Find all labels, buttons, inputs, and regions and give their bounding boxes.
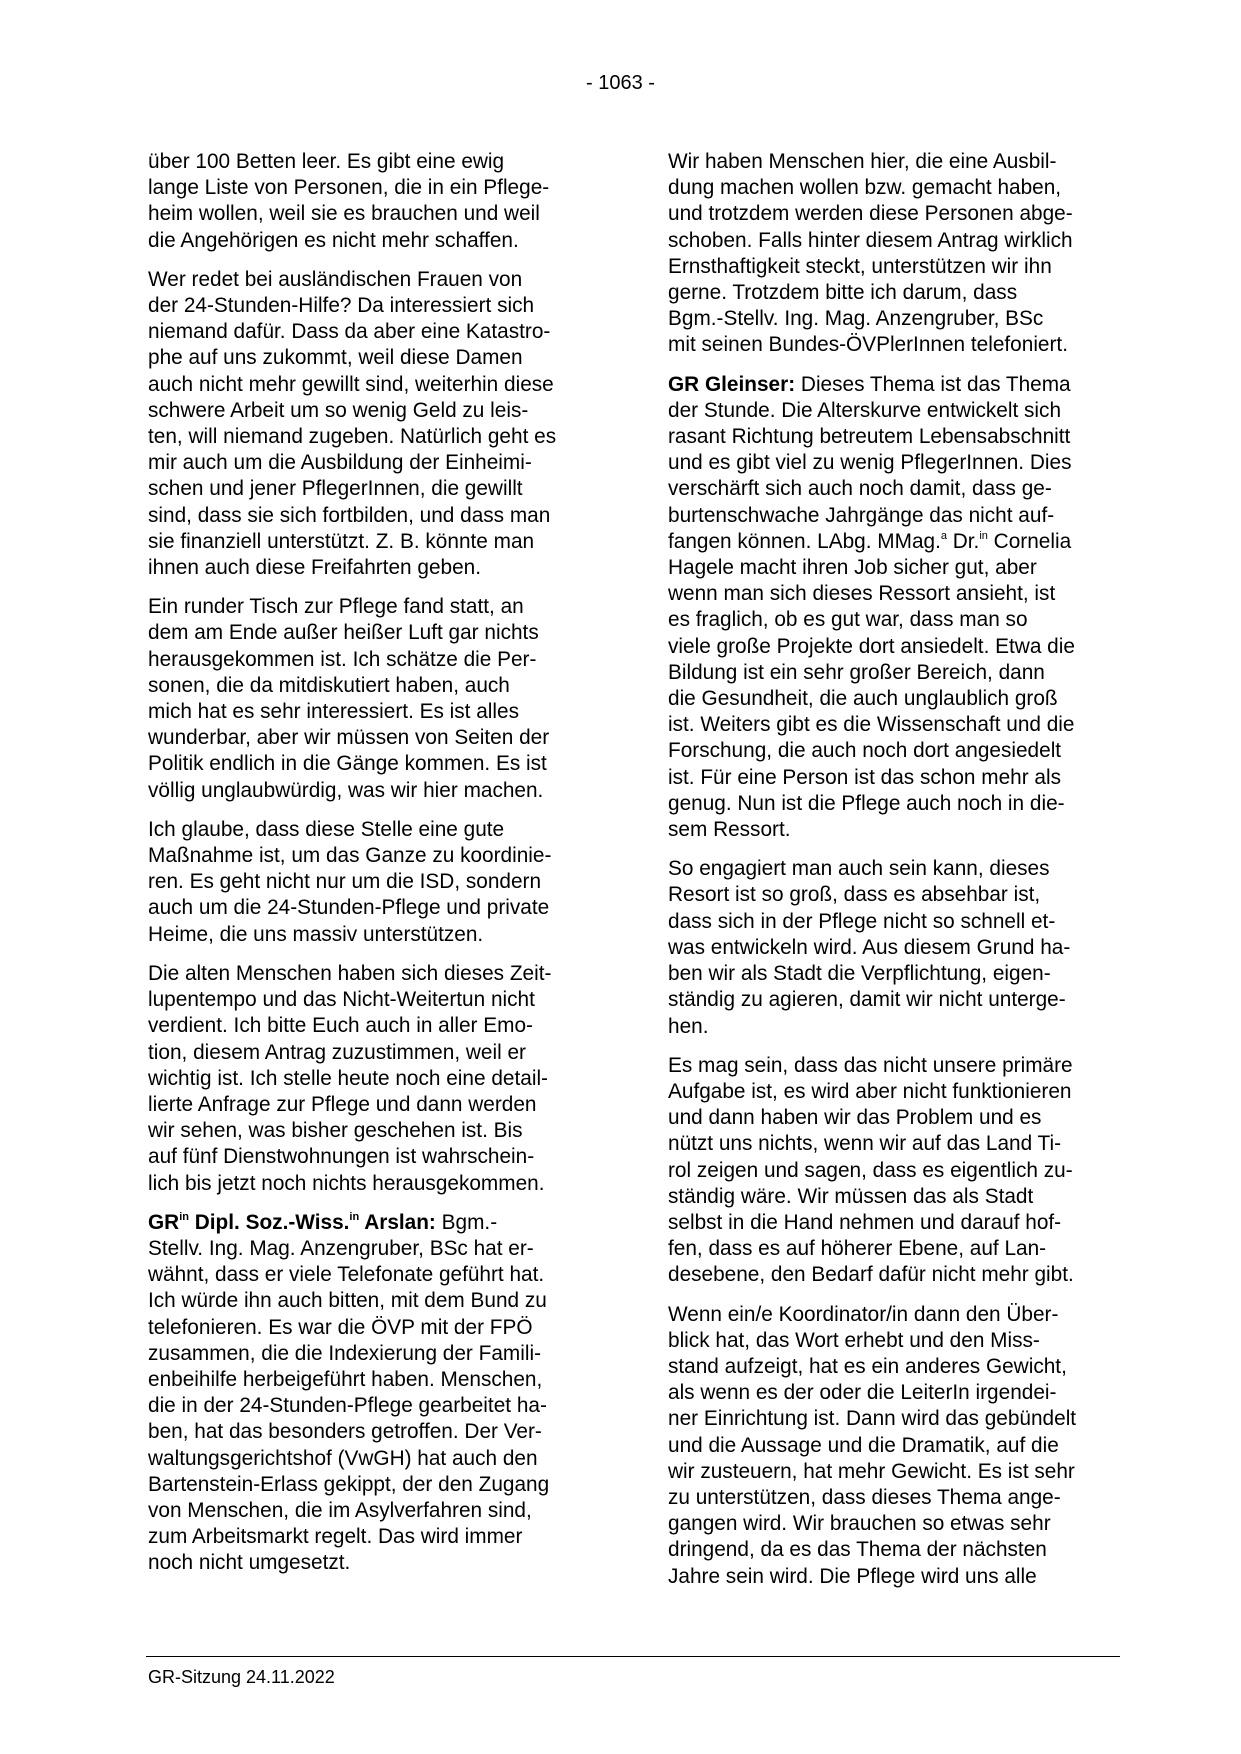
text-line: gerne. Trotzdem bitte ich darum, dass	[668, 281, 1018, 305]
text-line: verschärft sich auch noch damit, dass ge-	[668, 477, 1052, 501]
text-line: schoben. Falls hinter diesem Antrag wirklich	[668, 228, 1073, 252]
text-line: der Stunde. Die Alterskurve entwickelt sich	[668, 398, 1062, 422]
text-line: blick hat, das Wort erhebt und den Miss-	[668, 1328, 1040, 1352]
text-line: ist. Für eine Person ist das schon mehr als	[668, 765, 1061, 789]
text-line: Forschung, die auch noch dort angesiedelt	[668, 739, 1062, 763]
text-line: wähnt, dass er viele Telefonate geführt hat.	[148, 1263, 545, 1287]
text-line	[668, 372, 1118, 398]
text-line: rasant Richtung betreutem Lebensabschnitt	[668, 425, 1071, 449]
text-fragment: fangen können. LAbg. MMag.	[668, 529, 941, 553]
text-line: ihnen auch diese Freifahrten geben.	[148, 556, 481, 580]
text-line: hen.	[668, 1014, 709, 1038]
page-number: - 1063 -	[586, 72, 655, 94]
speaker-name-part: GR	[148, 1210, 180, 1234]
text-line: sonen, die da mitdiskutiert haben, auch	[148, 673, 510, 697]
text-line: dung machen wollen bzw. gemacht haben,	[668, 176, 1062, 200]
text-line: niemand dafür. Dass da aber eine Katastro-	[148, 320, 551, 344]
text-line: ten, will niemand zugeben. Natürlich geht es	[148, 425, 557, 449]
text-line: Aufgabe ist, es wird aber nicht funktionieren	[668, 1079, 1072, 1103]
text-line: waltungsgerichtshof (VwGH) hat auch den	[148, 1446, 538, 1470]
text-line: Politik endlich in die Gänge kommen. Es ist	[148, 752, 547, 776]
text-line: mich hat es sehr interessiert. Es ist alles	[148, 700, 520, 724]
text-line: und die Aussage und die Dramatik, auf die	[668, 1433, 1059, 1457]
text-line: zum Arbeitsmarkt regelt. Das wird immer	[148, 1525, 523, 1549]
text-line: herausgekommen ist. Ich schätze die Per-	[148, 647, 537, 671]
text-line: schwere Arbeit um so wenig Geld zu leis-	[148, 398, 529, 422]
text-line: telefonieren. Es war die ÖVP mit der FPÖ	[148, 1315, 533, 1339]
paragraph	[148, 149, 598, 254]
text-line: völlig unglaubwürdig, was wir hier machen.	[148, 778, 544, 802]
speaker-name: GR Gleinser:	[668, 372, 796, 396]
paragraph	[668, 1053, 1118, 1289]
superscript: in	[179, 1210, 189, 1223]
text-line: ständig wäre. Wir müssen das als Stadt	[668, 1184, 1034, 1208]
text-line: Ich würde ihn auch bitten, mit dem Bund zu	[148, 1289, 547, 1313]
text-line: Wer redet bei ausländischen Frauen von	[148, 267, 523, 291]
paragraph	[148, 961, 598, 1197]
text-line: ständig zu agieren, damit wir nicht unterge-	[668, 988, 1066, 1012]
text-line: sie finanziell unterstützt. Z. B. könnte man	[148, 529, 535, 553]
text-line: selbst in die Hand nehmen und darauf hof-	[668, 1210, 1062, 1234]
paragraph	[148, 594, 598, 804]
text-line	[148, 1210, 598, 1236]
speaker-name-part: Arslan:	[359, 1210, 436, 1234]
text-line: enbeihilfe herbeigeführt haben. Menschen,	[148, 1367, 543, 1391]
text-line: lange Liste von Personen, die in ein Pflege-	[148, 176, 550, 200]
text-line: Hagele macht ihren Job sicher gut, aber	[668, 556, 1037, 580]
text-line: heim wollen, weil sie es brauchen und weil	[148, 202, 540, 226]
paragraph	[668, 856, 1118, 1039]
text-line: sind, dass sie sich fortbilden, und dass man	[148, 503, 551, 527]
text-line: wenn man sich dieses Ressort ansieht, ist	[668, 582, 1056, 606]
text-line: ben, hat das besonders getroffen. Der Ver-	[148, 1420, 542, 1444]
text-line: die Angehörigen es nicht mehr schaffen.	[148, 228, 519, 252]
text-line: wichtig ist. Ich stelle heute noch eine detail-	[148, 1066, 548, 1090]
text-line: über 100 Betten leer. Es gibt eine ewig	[148, 150, 505, 173]
text-line: desebene, den Bedarf dafür nicht mehr gibt.	[668, 1263, 1074, 1287]
text-line: stand aufzeigt, hat es ein anderes Gewicht,	[668, 1354, 1067, 1378]
text-line: lupentempo und das Nicht-Weitertun nicht	[148, 988, 535, 1012]
text-line: Wir haben Menschen hier, die eine Ausbil-	[668, 150, 1057, 173]
paragraph	[668, 1302, 1118, 1590]
text-line: genug. Nun ist die Pflege auch noch in die-	[668, 791, 1065, 815]
text-line: Ich glaube, dass diese Stelle eine gute	[148, 817, 505, 841]
text-line: ner Einrichtung ist. Dann wird das gebündelt	[668, 1407, 1077, 1431]
text-line: tion, diesem Antrag zuzustimmen, weil er	[148, 1040, 526, 1064]
footer-divider	[146, 1656, 1120, 1657]
speaker-name	[148, 1211, 436, 1234]
text-fragment: Dr.	[946, 529, 980, 553]
paragraph	[668, 149, 1118, 359]
superscript: in	[979, 529, 988, 542]
text-line: Bildung ist ein sehr großer Bereich, dann	[668, 660, 1045, 684]
text-fragment: Cornelia	[987, 529, 1072, 553]
text-line: als wenn es der oder die LeiterIn irgendei-	[668, 1381, 1057, 1405]
text-fragment: Dieses Thema ist das Thema	[795, 372, 1071, 396]
text-line: Ernsthaftigkeit steckt, unterstützen wir ihn	[668, 254, 1052, 278]
text-line: Heime, die uns massiv unterstützen.	[148, 922, 484, 946]
text-line: ren. Es geht nicht nur um die ISD, sondern	[148, 870, 542, 894]
text-line: lich bis jetzt noch nichts herausgekommen.	[148, 1171, 545, 1195]
text-line: Bartenstein-Erlass gekippt, der den Zugang	[148, 1472, 550, 1496]
text-line: von Menschen, die im Asylverfahren sind,	[148, 1498, 532, 1522]
footer-session-date: GR-Sitzung 24.11.2022	[148, 1667, 335, 1687]
text-line: Resort ist so groß, dass es absehbar ist,	[668, 883, 1041, 907]
speaker-name-part: Dipl. Soz.-Wiss.	[188, 1210, 350, 1234]
text-line: Bgm.-Stellv. Ing. Mag. Anzengruber, BSc	[668, 307, 1044, 331]
text-line: fen, dass es auf höherer Ebene, auf Lan-	[668, 1237, 1047, 1261]
text-line: mit seinen Bundes-ÖVPlerInnen telefoniert.	[668, 333, 1068, 357]
text-line: Maßnahme ist, um das Ganze zu koordinie-	[148, 844, 552, 868]
paragraph	[148, 1210, 598, 1577]
paragraph	[668, 372, 1118, 844]
text-line: und trotzdem werden diese Personen abge-	[668, 202, 1073, 226]
text-line: sem Ressort.	[668, 818, 791, 842]
text-line: phe auf uns zukommt, weil diese Damen	[148, 346, 523, 370]
text-line: So engagiert man auch sein kann, dieses	[668, 857, 1050, 881]
text-line: noch nicht umgesetzt.	[148, 1551, 351, 1575]
text-line: Die alten Menschen haben sich dieses Zeit-	[148, 961, 552, 985]
text-line: dass sich in der Pflege nicht so schnell et-	[668, 909, 1056, 933]
text-line: und es gibt viel zu wenig PflegerInnen. Dies	[668, 451, 1072, 475]
text-line: dem am Ende außer heißer Luft gar nichts	[148, 621, 539, 645]
text-line: gangen wird. Wir brauchen so etwas sehr	[668, 1512, 1051, 1536]
text-line: burtenschwache Jahrgänge das nicht auf-	[668, 503, 1055, 527]
text-line: schen und jener PflegerInnen, die gewillt	[148, 477, 523, 501]
text-line: nützt uns nichts, wenn wir auf das Land Ti-	[668, 1132, 1062, 1156]
text-line: viele große Projekte dort ansiedelt. Etwa die	[668, 634, 1075, 658]
text-line: wir zusteuern, hat mehr Gewicht. Es ist sehr	[668, 1459, 1075, 1483]
text-line	[668, 529, 1118, 555]
text-line: auf fünf Dienstwohnungen ist wahrschein-	[148, 1145, 535, 1169]
paragraph	[148, 817, 598, 948]
text-line: Ein runder Tisch zur Pflege fand statt, an	[148, 595, 524, 619]
text-line: was entwickeln wird. Aus diesem Grund ha-	[668, 935, 1071, 959]
text-line: dringend, da es das Thema der nächsten	[668, 1538, 1047, 1562]
text-line: ist. Weiters gibt es die Wissenschaft und die	[668, 713, 1075, 737]
text-line: Jahre sein wird. Die Pflege wird uns alle	[668, 1564, 1037, 1588]
text-line: Wenn ein/e Koordinator/in dann den Über-	[668, 1302, 1059, 1326]
text-line: wir sehen, was bisher geschehen ist. Bis	[148, 1119, 523, 1143]
text-line: auch nicht mehr gewillt sind, weiterhin diese	[148, 372, 554, 396]
text-line: der 24-Stunden-Hilfe? Da interessiert sich	[148, 294, 535, 318]
text-line: rol zeigen und sagen, dass es eigentlich zu-	[668, 1158, 1073, 1182]
text-fragment: Bgm.-	[435, 1210, 498, 1234]
text-line: Es mag sein, dass das nicht unsere primäre	[668, 1053, 1073, 1077]
text-line: lierte Anfrage zur Pflege und dann werden	[148, 1092, 537, 1116]
right-column	[668, 149, 1118, 1603]
superscript: a	[940, 529, 947, 542]
text-line: zusammen, die die Indexierung der Famili-	[148, 1341, 542, 1365]
text-line: es fraglich, ob es gut war, dass man so	[668, 608, 1028, 632]
text-line: mir auch um die Ausbildung der Einheimi-	[148, 451, 532, 475]
paragraph	[148, 267, 598, 581]
text-line: die in der 24-Stunden-Pflege gearbeitet ha-	[148, 1394, 547, 1418]
text-line: Stellv. Ing. Mag. Anzengruber, BSc hat er-	[148, 1236, 534, 1260]
text-line: verdient. Ich bitte Euch auch in aller Emo-	[148, 1014, 533, 1038]
superscript: in	[349, 1210, 360, 1223]
left-column	[148, 149, 598, 1590]
text-line: zu unterstützen, dass dieses Thema ange-	[668, 1485, 1061, 1509]
text-line: wunderbar, aber wir müssen von Seiten der	[148, 726, 550, 750]
text-line: und dann haben wir das Problem und es	[668, 1106, 1042, 1130]
text-line: auch um die 24-Stunden-Pflege und private	[148, 896, 550, 920]
text-line: ben wir als Stadt die Verpflichtung, eigen-	[668, 962, 1051, 986]
text-line: die Gesundheit, die auch unglaublich groß	[668, 687, 1058, 711]
